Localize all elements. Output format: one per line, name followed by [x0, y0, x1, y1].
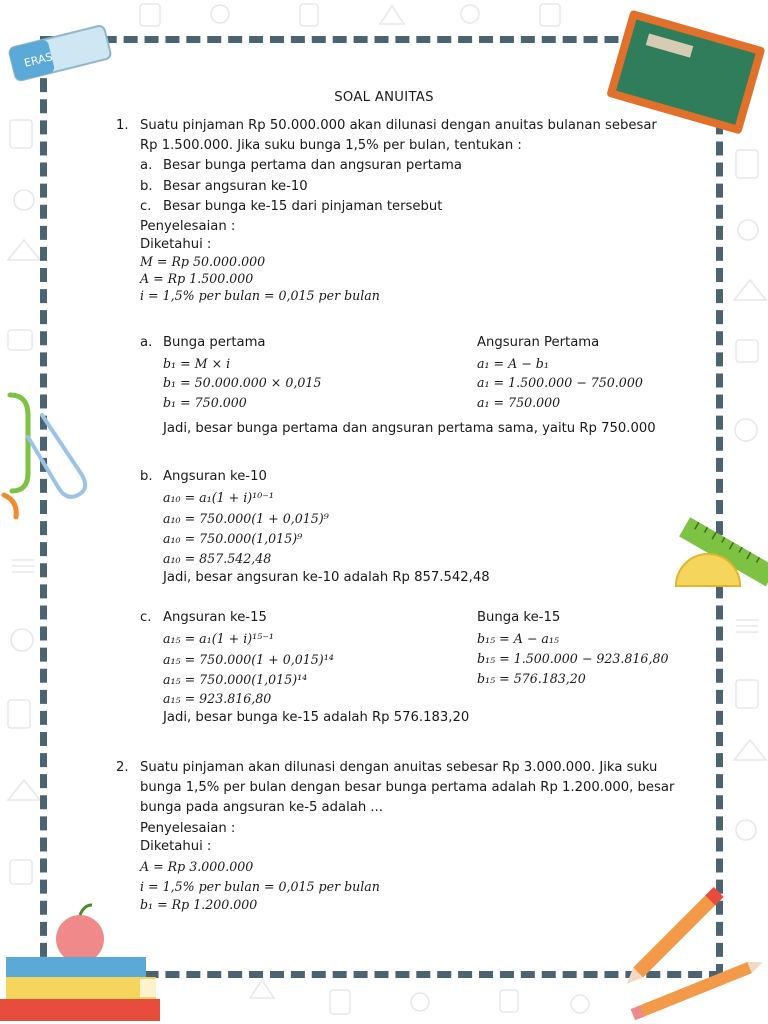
part-heading: Angsuran ke-10	[163, 469, 267, 484]
question-text: Suatu pinjaman Rp 50.000.000 akan dilunasi dengan anuitas bulanan sebesar	[140, 118, 657, 133]
equation-line: a₁₀ = 750.000(1,015)⁹	[163, 531, 303, 546]
part-letter: a.	[140, 335, 153, 350]
equation-line: a₁₅ = 750.000(1,015)¹⁴	[163, 672, 308, 687]
equation-line: a₁ = 750.000	[477, 395, 561, 410]
item-text: Besar bunga ke-15 dari pinjaman tersebut	[163, 199, 443, 214]
part-heading-right: Angsuran Pertama	[477, 335, 600, 350]
diketahui-label: Diketahui :	[140, 839, 212, 854]
equation-line: a₁₅ = 923.816,80	[163, 691, 272, 706]
question-text: bunga pada angsuran ke-5 adalah ...	[140, 800, 383, 815]
equation-line: a₁₅ = a₁(1 + i)¹⁵⁻¹	[163, 631, 274, 646]
part-letter: c.	[140, 610, 152, 625]
question-number: 1.	[116, 118, 129, 133]
equation-line: a₁₀ = 857.542,48	[163, 551, 272, 566]
known-value: i = 1,5% per bulan = 0,015 per bulan	[140, 879, 380, 894]
penyelesaian-label: Penyelesaian :	[140, 219, 236, 234]
page-title: SOAL ANUITAS	[334, 90, 434, 105]
equation-line: a₁₀ = 750.000(1 + 0,015)⁹	[163, 511, 329, 526]
known-value: b₁ = Rp 1.200.000	[140, 897, 258, 912]
item-text: Besar angsuran ke-10	[163, 179, 308, 194]
known-value: i = 1,5% per bulan = 0,015 per bulan	[140, 288, 380, 303]
known-value: A = Rp 3.000.000	[140, 859, 254, 874]
known-value: M = Rp 50.000.000	[140, 254, 266, 269]
equation-line: b₁₅ = 1.500.000 − 923.816,80	[477, 651, 669, 666]
equation-line: b₁ = 50.000.000 × 0,015	[163, 375, 322, 390]
item-letter: a.	[140, 158, 153, 173]
equation-line: a₁₅ = 750.000(1 + 0,015)¹⁴	[163, 652, 334, 667]
known-value: A = Rp 1.500.000	[140, 271, 254, 286]
item-letter: c.	[140, 199, 152, 214]
diketahui-label: Diketahui :	[140, 237, 212, 252]
equation-line: a₁₀ = a₁(1 + i)¹⁰⁻¹	[163, 490, 274, 505]
penyelesaian-label: Penyelesaian :	[140, 821, 236, 836]
item-text: Besar bunga pertama dan angsuran pertama	[163, 158, 462, 173]
question-number: 2.	[116, 760, 129, 775]
question-text: Suatu pinjaman akan dilunasi dengan anuitas sebesar Rp 3.000.000. Jika suku	[140, 760, 658, 775]
part-heading: Bunga pertama	[163, 335, 266, 350]
equation-line: a₁ = 1.500.000 − 750.000	[477, 375, 643, 390]
item-letter: b.	[140, 179, 153, 194]
conclusion-text: Jadi, besar angsuran ke-10 adalah Rp 857.542,48	[163, 570, 490, 585]
equation-line: a₁ = A − b₁	[477, 356, 549, 371]
part-heading-right: Bunga ke-15	[477, 610, 561, 625]
part-letter: b.	[140, 469, 153, 484]
question-text: bunga 1,5% per bulan dengan besar bunga pertama adalah Rp 1.200.000, besar	[140, 780, 675, 795]
conclusion-text: Jadi, besar bunga ke-15 adalah Rp 576.183,20	[163, 710, 470, 725]
equation-line: b₁ = M × i	[163, 356, 231, 371]
equation-line: b₁₅ = 576.183,20	[477, 671, 586, 686]
part-heading: Angsuran ke-15	[163, 610, 267, 625]
conclusion-text: Jadi, besar bunga pertama dan angsuran pertama sama, yaitu Rp 750.000	[163, 421, 656, 436]
equation-line: b₁₅ = A − a₁₅	[477, 631, 559, 646]
svg-text:ERAS: ERAS	[22, 50, 54, 70]
question-text: Rp 1.500.000. Jika suku bunga 1,5% per bulan, tentukan :	[140, 138, 522, 153]
equation-line: b₁ = 750.000	[163, 395, 247, 410]
